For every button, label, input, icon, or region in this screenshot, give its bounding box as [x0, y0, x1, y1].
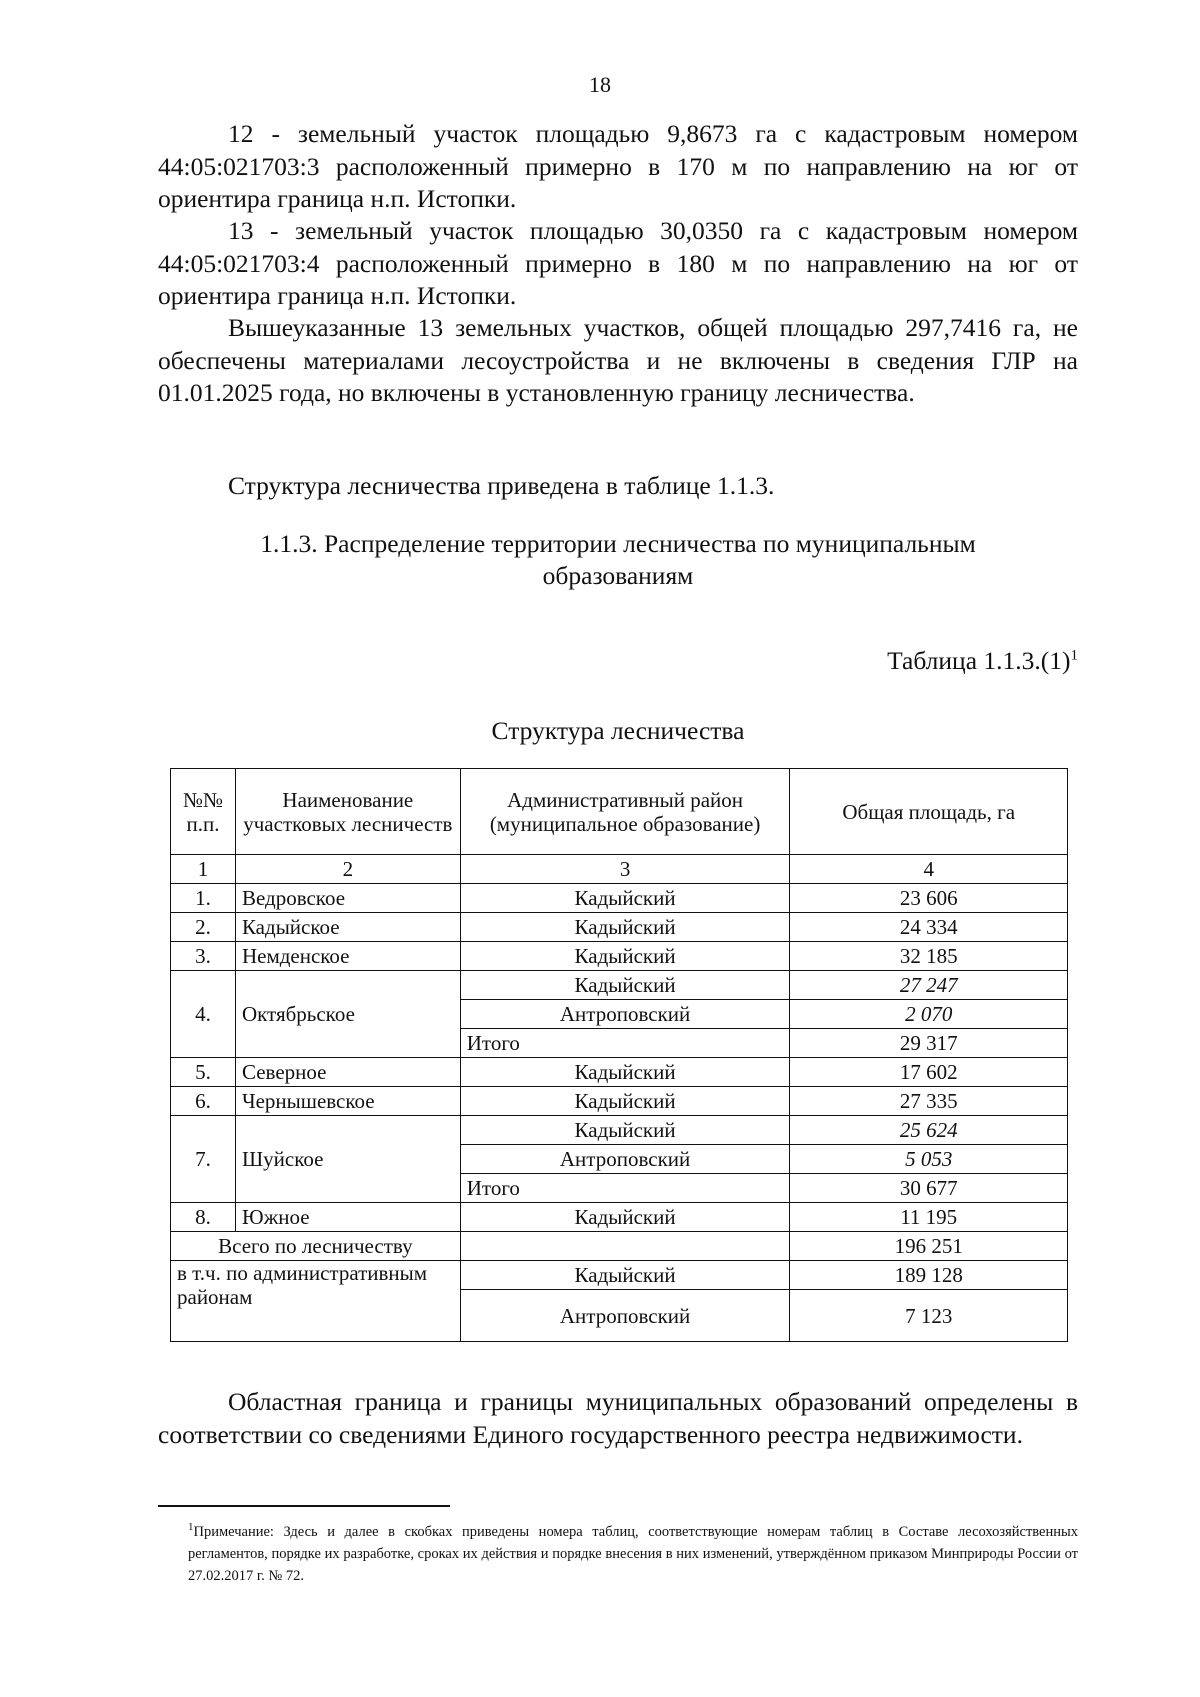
row-name: Ведровское [235, 884, 460, 913]
row-area: 32 185 [790, 942, 1068, 971]
row-name: Северное [235, 1058, 460, 1087]
row-num: 1. [171, 884, 236, 913]
row-area: 5 053 [790, 1145, 1068, 1174]
table-row [171, 971, 1068, 1000]
row-district: Кадыйский [460, 913, 790, 942]
table-header-row [171, 769, 1068, 855]
structure-table [170, 768, 1068, 1342]
table-row [171, 942, 1068, 971]
closing-paragraph: Областная граница и границы муниципальных образований определены в соответствии со сведениями Единого государственного реестра недвижимости. [158, 1387, 1078, 1449]
row-name: Немденское [235, 942, 460, 971]
footnote-divider [158, 1505, 450, 1507]
section-heading-line1: 1.1.3. Распределение территории лесничества по муниципальным [260, 529, 976, 558]
row-district: Антроповский [460, 1290, 790, 1342]
col-number: 1 [171, 855, 236, 884]
table-row [171, 884, 1068, 913]
row-district: Кадыйский [460, 971, 790, 1000]
grand-total-label: Всего по лесничеству [171, 1232, 461, 1261]
row-num: 4. [171, 971, 236, 1058]
structure-intro: Структура лесничества приведена в таблице 1.1.3. [228, 471, 775, 500]
row-name: Кадыйское [235, 913, 460, 942]
header-district: Административный район (муниципальное образование) [460, 769, 790, 855]
col-number: 4 [790, 855, 1068, 884]
row-area: 11 195 [790, 1203, 1068, 1232]
row-num: 3. [171, 942, 236, 971]
row-district: Кадыйский [460, 884, 790, 913]
row-area: 24 334 [790, 913, 1068, 942]
table-row [171, 913, 1068, 942]
table-row [171, 1087, 1068, 1116]
table-row [171, 1116, 1068, 1145]
table-title: Структура лесничества [491, 716, 745, 745]
table-row-grand-total [171, 1232, 1068, 1261]
row-num: 8. [171, 1203, 236, 1232]
page-number: 18 [589, 72, 611, 97]
table-label-text: Таблица 1.1.3.(1) [887, 646, 1071, 675]
row-district: Антроповский [460, 1145, 790, 1174]
row-area: 25 624 [790, 1116, 1068, 1145]
row-name: Октябрьское [235, 971, 460, 1058]
table-label [887, 646, 1078, 676]
row-num: 6. [171, 1087, 236, 1116]
col-number: 3 [460, 855, 790, 884]
row-name: Южное [235, 1203, 460, 1232]
col-number: 2 [235, 855, 460, 884]
paragraph-plot-13: 13 - земельный участок площадью 30,0350 га с кадастровым номером 44:05:021703:4 расположенный примерно в 180 м по направлению на юг от ориентира граница н.п. Истопки. [158, 216, 1078, 310]
row-name: Чернышевское [235, 1087, 460, 1116]
table-label-footnote-mark: 1 [1070, 647, 1078, 664]
row-district: Кадыйский [460, 1058, 790, 1087]
row-area: 7 123 [790, 1290, 1068, 1342]
row-area: 23 606 [790, 884, 1068, 913]
row-area: 27 335 [790, 1087, 1068, 1116]
row-district: Кадыйский [460, 942, 790, 971]
header-name: Наименование участковых лесничеств [235, 769, 460, 855]
column-number-row [171, 855, 1068, 884]
row-total-label: Итого [460, 1029, 790, 1058]
row-district: Антроповский [460, 1000, 790, 1029]
section-heading-line2: образованиям [542, 561, 694, 590]
row-num: 2. [171, 913, 236, 942]
row-area: 189 128 [790, 1261, 1068, 1290]
paragraph-summary: Вышеуказанные 13 земельных участков, общей площадью 297,7416 га, не обеспечены материалами лесоустройства и не включены в сведения ГЛР на 01.01.2025 года, но включены в установленную границу лесничества. [158, 313, 1078, 407]
paragraph-plot-12: 12 - земельный участок площадью 9,8673 га с кадастровым номером 44:05:021703:3 расположенный примерно в 170 м по направлению на юг от ориентира граница н.п. Истопки. [158, 119, 1078, 213]
header-num: №№ п.п. [171, 769, 236, 855]
row-total-area: 30 677 [790, 1174, 1068, 1203]
table-row [171, 1203, 1068, 1232]
grand-total-area: 196 251 [790, 1232, 1068, 1261]
table-row [171, 1058, 1068, 1087]
row-district: Кадыйский [460, 1203, 790, 1232]
header-area: Общая площадь, га [790, 769, 1068, 855]
row-district: Кадыйский [460, 1261, 790, 1290]
row-total-area: 29 317 [790, 1029, 1068, 1058]
footnote-text: Примечание: Здесь и далее в скобках приведены номера таблиц, соответствующие номерам таблиц в Составе лесохозяйственных регламентов, порядке их разработке, сроках их действия и порядке внесения в них изменений, утверждённом приказом Минприроды России от 27.02.2017 г. № 72. [188, 1523, 1078, 1584]
footnote-mark: 1 [188, 1521, 194, 1533]
row-num: 5. [171, 1058, 236, 1087]
row-total-label: Итого [460, 1174, 790, 1203]
row-district: Кадыйский [460, 1116, 790, 1145]
row-num: 7. [171, 1116, 236, 1203]
row-district: Кадыйский [460, 1087, 790, 1116]
row-name: Шуйское [235, 1116, 460, 1203]
by-district-label: в т.ч. по административным районам [171, 1261, 461, 1342]
row-area: 27 247 [790, 971, 1068, 1000]
grand-total-empty [460, 1232, 790, 1261]
footnote [188, 1516, 1078, 1587]
row-area: 17 602 [790, 1058, 1068, 1087]
table-row-by-district [171, 1261, 1068, 1290]
row-area: 2 070 [790, 1000, 1068, 1029]
